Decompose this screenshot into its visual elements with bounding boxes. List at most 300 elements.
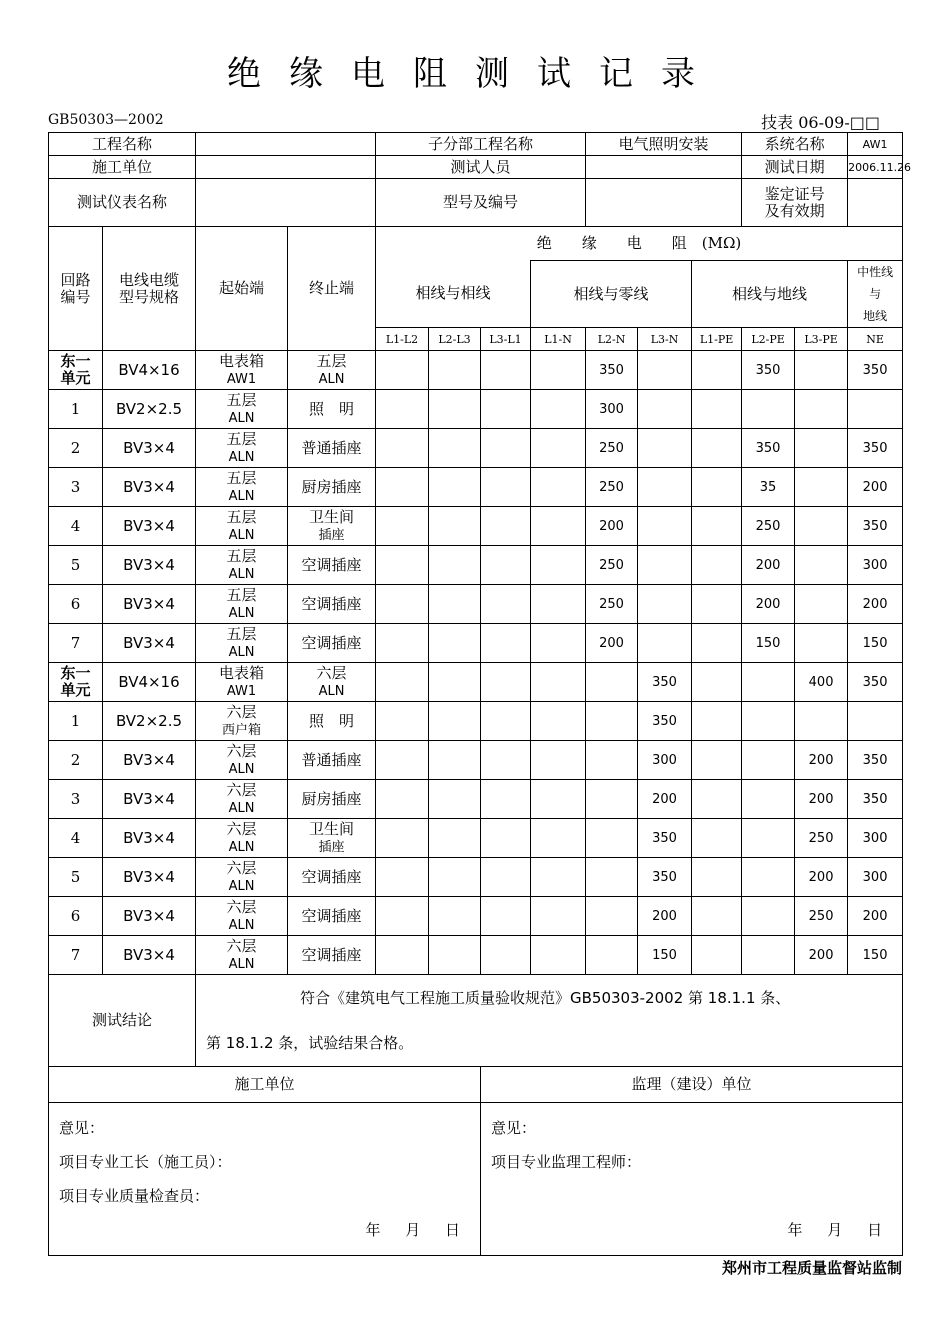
resistance-value-cell: 350 — [848, 507, 903, 546]
start-cell: 六层 ALN — [196, 858, 288, 897]
standard-code: GB50303—2002 — [48, 112, 164, 128]
resistance-value-cell: 250 — [742, 507, 795, 546]
resistance-value-cell — [692, 897, 742, 936]
circuit-no-cell: 7 — [49, 624, 103, 663]
opinion-left-label: 意见： — [59, 1119, 105, 1137]
start-cell: 电表箱 AW1 — [196, 663, 288, 702]
end-cell: 卫生间 插座 — [288, 507, 376, 546]
col-start: 起始端 — [196, 227, 288, 351]
resistance-value-cell — [848, 702, 903, 741]
cable-spec-cell: BV3×4 — [103, 624, 196, 663]
resistance-value-cell — [795, 351, 848, 390]
start-cell: 五层 ALN — [196, 546, 288, 585]
resistance-value-cell — [429, 663, 481, 702]
cable-spec-cell: BV3×4 — [103, 741, 196, 780]
resistance-value-cell — [586, 663, 638, 702]
resistance-value-cell — [376, 741, 429, 780]
resistance-value-cell — [742, 702, 795, 741]
resistance-value-cell — [586, 741, 638, 780]
cable-spec-cell: BV4×16 — [103, 351, 196, 390]
resistance-value-cell — [692, 468, 742, 507]
subcol-header: L3-N — [638, 328, 692, 351]
resistance-value-cell — [376, 663, 429, 702]
instrument-value — [196, 179, 376, 227]
resistance-value-cell — [376, 702, 429, 741]
supervisor-label: 项目专业监理工程师： — [491, 1153, 642, 1171]
end-cell: 空调插座 — [288, 546, 376, 585]
table-row — [49, 585, 903, 624]
resistance-value-cell: 250 — [586, 546, 638, 585]
inspector-label: 项目专业质量检查员： — [59, 1187, 210, 1205]
table-row — [49, 429, 903, 468]
resistance-value-cell — [481, 546, 531, 585]
resistance-value-cell — [376, 819, 429, 858]
resistance-value-cell — [376, 468, 429, 507]
resistance-value-cell — [692, 741, 742, 780]
resistance-value-cell — [692, 819, 742, 858]
start-cell: 六层 ALN — [196, 741, 288, 780]
cable-spec-cell: BV3×4 — [103, 546, 196, 585]
resistance-value-cell — [795, 702, 848, 741]
resistance-value-cell — [376, 585, 429, 624]
resistance-value-cell — [742, 663, 795, 702]
resistance-value-cell: 350 — [638, 819, 692, 858]
group-neutral-earth — [848, 261, 903, 328]
resistance-value-cell — [586, 819, 638, 858]
resistance-value-cell: 250 — [586, 468, 638, 507]
resistance-value-cell — [531, 741, 586, 780]
table-row — [49, 741, 903, 780]
resistance-value-cell — [692, 585, 742, 624]
end-cell: 普通插座 — [288, 741, 376, 780]
resistance-value-cell: 150 — [848, 936, 903, 975]
resistance-value-cell — [481, 468, 531, 507]
resistance-value-cell — [429, 546, 481, 585]
resistance-value-cell: 150 — [638, 936, 692, 975]
resistance-value-cell — [531, 390, 586, 429]
resistance-value-cell: 200 — [742, 546, 795, 585]
resistance-value-cell — [531, 663, 586, 702]
table-row — [49, 936, 903, 975]
end-cell: 照 明 — [288, 390, 376, 429]
table-row — [49, 546, 903, 585]
end-cell: 空调插座 — [288, 858, 376, 897]
resistance-value-cell — [795, 546, 848, 585]
resistance-value-cell — [429, 897, 481, 936]
resistance-value-cell: 350 — [638, 663, 692, 702]
sub-project-value: 电气照明安装 — [586, 133, 742, 156]
resistance-value-cell: 200 — [848, 468, 903, 507]
resistance-value-cell — [429, 741, 481, 780]
resistance-value-cell — [795, 507, 848, 546]
end-cell: 照 明 — [288, 702, 376, 741]
resistance-value-cell — [376, 429, 429, 468]
circuit-no-cell: 东一 单元 — [49, 663, 103, 702]
resistance-value-cell — [481, 624, 531, 663]
resistance-value-cell: 200 — [848, 585, 903, 624]
instrument-label: 测试仪表名称 — [49, 179, 196, 227]
table-row — [49, 819, 903, 858]
subcol-header: L2-L3 — [429, 328, 481, 351]
resistance-value-cell — [586, 897, 638, 936]
spacer — [491, 1179, 892, 1213]
group-phase-neutral: 相线与零线 — [531, 261, 692, 328]
resistance-value-cell: 350 — [848, 741, 903, 780]
cert-value — [848, 179, 903, 227]
start-cell: 六层 ALN — [196, 936, 288, 975]
resistance-value-cell — [638, 585, 692, 624]
col-end: 终止端 — [288, 227, 376, 351]
col-cable-spec-line1: 电线电缆 — [119, 270, 180, 289]
cert-label — [742, 179, 848, 227]
resistance-value-cell — [742, 780, 795, 819]
table-row — [49, 897, 903, 936]
resistance-value-cell — [742, 819, 795, 858]
resistance-value-cell — [531, 351, 586, 390]
resistance-value-cell — [692, 936, 742, 975]
date-right: 年 月 日 — [787, 1221, 893, 1239]
resistance-value-cell — [531, 546, 586, 585]
resistance-value-cell: 200 — [742, 585, 795, 624]
model-label: 型号及编号 — [376, 179, 586, 227]
subcol-header: NE — [848, 328, 903, 351]
circuit-no-cell: 6 — [49, 897, 103, 936]
col-circuit-no-line1: 回路 — [60, 270, 91, 289]
end-cell: 厨房插座 — [288, 468, 376, 507]
resistance-value-cell — [429, 468, 481, 507]
table-row — [49, 780, 903, 819]
group-ne-line1: 中性线 — [857, 265, 894, 279]
subcol-header: L3-PE — [795, 328, 848, 351]
resistance-value-cell: 200 — [638, 780, 692, 819]
resistance-value-cell — [481, 702, 531, 741]
col-cable-spec — [103, 227, 196, 351]
resistance-value-cell — [692, 429, 742, 468]
end-cell: 空调插座 — [288, 897, 376, 936]
tester-label: 测试人员 — [376, 156, 586, 179]
resistance-value-cell — [481, 507, 531, 546]
resistance-value-cell — [742, 741, 795, 780]
resistance-value-cell — [429, 585, 481, 624]
resistance-value-cell — [692, 507, 742, 546]
group-ne-line2: 与 — [869, 287, 882, 301]
subcol-header: L2-PE — [742, 328, 795, 351]
resistance-value-cell — [586, 780, 638, 819]
end-cell: 五层 ALN — [288, 351, 376, 390]
resistance-value-cell — [376, 351, 429, 390]
subcol-header: L3-L1 — [481, 328, 531, 351]
start-cell: 五层 ALN — [196, 507, 288, 546]
resistance-value-cell: 400 — [795, 663, 848, 702]
end-cell: 卫生间 插座 — [288, 819, 376, 858]
conclusion-label: 测试结论 — [49, 975, 196, 1067]
start-cell: 六层 ALN — [196, 897, 288, 936]
cable-spec-cell: BV3×4 — [103, 507, 196, 546]
page-title: 绝缘电阻测试记录 — [227, 54, 723, 94]
opinion-right-label: 意见： — [491, 1119, 537, 1137]
col-cable-spec-line2: 型号规格 — [119, 287, 180, 306]
resistance-value-cell — [429, 390, 481, 429]
system-name-value: AW1 — [848, 133, 903, 156]
resistance-value-cell — [795, 468, 848, 507]
resistance-value-cell — [429, 780, 481, 819]
resistance-value-cell: 250 — [795, 819, 848, 858]
resistance-value-cell: 350 — [848, 429, 903, 468]
resistance-value-cell: 350 — [638, 702, 692, 741]
resistance-value-cell — [481, 858, 531, 897]
group-phase-phase: 相线与相线 — [376, 261, 531, 328]
resistance-value-cell: 35 — [742, 468, 795, 507]
resistance-value-cell — [376, 624, 429, 663]
resistance-value-cell — [795, 585, 848, 624]
table-row — [49, 858, 903, 897]
cable-spec-cell: BV3×4 — [103, 819, 196, 858]
sub-project-label: 子分部工程名称 — [376, 133, 586, 156]
end-cell: 厨房插座 — [288, 780, 376, 819]
conclusion-line1: 符合《建筑电气工程施工质量验收规范》GB50303-2002 第 18.1.1 条、 — [300, 988, 791, 1007]
resistance-value-cell — [848, 390, 903, 429]
col-circuit-no-line2: 编号 — [60, 287, 91, 306]
construction-unit-value — [196, 156, 376, 179]
resistance-value-cell: 350 — [848, 780, 903, 819]
resistance-value-cell — [429, 624, 481, 663]
resistance-value-cell — [795, 624, 848, 663]
resistance-value-cell — [692, 546, 742, 585]
cable-spec-cell: BV2×2.5 — [103, 390, 196, 429]
resistance-value-cell — [531, 936, 586, 975]
resistance-value-cell — [429, 936, 481, 975]
resistance-value-cell — [531, 585, 586, 624]
resistance-value-cell — [692, 390, 742, 429]
issuer-footer: 郑州市工程质量监督站监制 — [721, 1259, 902, 1277]
circuit-no-cell: 5 — [49, 858, 103, 897]
resistance-value-cell — [429, 507, 481, 546]
resistance-value-cell — [481, 390, 531, 429]
circuit-no-cell: 4 — [49, 507, 103, 546]
cable-spec-cell: BV3×4 — [103, 858, 196, 897]
resistance-value-cell: 350 — [848, 663, 903, 702]
circuit-no-cell: 3 — [49, 780, 103, 819]
table-row — [49, 468, 903, 507]
resistance-value-cell — [692, 780, 742, 819]
resistance-value-cell — [742, 390, 795, 429]
resistance-value-cell — [481, 897, 531, 936]
cable-spec-cell: BV2×2.5 — [103, 702, 196, 741]
resistance-value-cell: 350 — [742, 351, 795, 390]
resistance-value-cell — [692, 858, 742, 897]
start-cell: 五层 ALN — [196, 585, 288, 624]
resistance-value-cell — [376, 858, 429, 897]
circuit-no-cell: 6 — [49, 585, 103, 624]
resistance-value-cell: 300 — [848, 819, 903, 858]
col-circuit-no — [49, 227, 103, 351]
start-cell: 五层 ALN — [196, 429, 288, 468]
subcol-header: L1-PE — [692, 328, 742, 351]
cable-spec-cell: BV3×4 — [103, 468, 196, 507]
resistance-value-cell — [638, 351, 692, 390]
resistance-value-cell: 200 — [638, 897, 692, 936]
supervision-unit-heading: 监理（建设）单位 — [481, 1067, 903, 1103]
table-row — [49, 351, 903, 390]
foreman-label: 项目专业工长（施工员）： — [59, 1153, 232, 1171]
cable-spec-cell: BV3×4 — [103, 897, 196, 936]
resistance-value-cell — [481, 780, 531, 819]
resistance-value-cell — [429, 819, 481, 858]
resistance-value-cell — [376, 780, 429, 819]
table-row — [49, 624, 903, 663]
resistance-value-cell: 150 — [848, 624, 903, 663]
start-cell: 五层 ALN — [196, 468, 288, 507]
tester-value — [586, 156, 742, 179]
model-value — [586, 179, 742, 227]
start-cell: 六层 ALN — [196, 819, 288, 858]
construction-unit-label: 施工单位 — [49, 156, 196, 179]
resistance-value-cell: 250 — [795, 897, 848, 936]
resistance-value-cell — [638, 507, 692, 546]
resistance-value-cell: 350 — [848, 351, 903, 390]
resistance-value-cell: 200 — [795, 936, 848, 975]
resistance-value-cell — [376, 507, 429, 546]
resistance-value-cell: 300 — [848, 858, 903, 897]
conclusion-line2: 第 18.1.2 条，试验结果合格。 — [206, 1033, 414, 1052]
resistance-value-cell — [742, 936, 795, 975]
resistance-value-cell — [742, 858, 795, 897]
resistance-value-cell — [429, 702, 481, 741]
resistance-value-cell — [638, 429, 692, 468]
resistance-value-cell — [638, 468, 692, 507]
resistance-value-cell — [795, 429, 848, 468]
table-row — [49, 702, 903, 741]
circuit-no-cell: 5 — [49, 546, 103, 585]
group-ne-line3: 地线 — [863, 309, 888, 323]
resistance-value-cell — [531, 858, 586, 897]
circuit-no-cell: 2 — [49, 429, 103, 468]
project-name-label: 工程名称 — [49, 133, 196, 156]
resistance-value-cell — [376, 936, 429, 975]
resistance-value-cell: 350 — [742, 429, 795, 468]
resistance-value-cell — [742, 897, 795, 936]
start-cell: 六层 ALN — [196, 780, 288, 819]
test-date-value: 2006.11.26 — [848, 156, 903, 179]
subcol-header: L2-N — [586, 328, 638, 351]
resistance-value-cell — [481, 585, 531, 624]
end-cell: 空调插座 — [288, 624, 376, 663]
circuit-no-cell: 2 — [49, 741, 103, 780]
cable-spec-cell: BV3×4 — [103, 936, 196, 975]
resistance-value-cell: 350 — [638, 858, 692, 897]
resistance-value-cell — [481, 351, 531, 390]
resistance-value-cell — [692, 624, 742, 663]
resistance-value-cell — [531, 819, 586, 858]
date-left: 年 月 日 — [365, 1221, 471, 1239]
resistance-value-cell — [376, 390, 429, 429]
circuit-no-cell: 1 — [49, 390, 103, 429]
resistance-value-cell: 300 — [586, 390, 638, 429]
resistance-value-cell — [586, 702, 638, 741]
resistance-value-cell — [481, 429, 531, 468]
resistance-value-cell — [531, 897, 586, 936]
resistance-value-cell — [531, 468, 586, 507]
start-cell: 电表箱 AW1 — [196, 351, 288, 390]
resistance-value-cell — [481, 936, 531, 975]
resistance-value-cell: 200 — [795, 780, 848, 819]
resistance-value-cell — [481, 819, 531, 858]
resistance-value-cell — [638, 624, 692, 663]
resistance-value-cell: 250 — [586, 585, 638, 624]
table-row — [49, 507, 903, 546]
group-phase-earth: 相线与地线 — [692, 261, 848, 328]
cert-label-line1: 鉴定证号 — [764, 184, 825, 203]
construction-unit-heading: 施工单位 — [49, 1067, 481, 1103]
table-row — [49, 390, 903, 429]
resistance-value-cell: 200 — [795, 741, 848, 780]
test-date-label: 测试日期 — [742, 156, 848, 179]
resistance-value-cell — [638, 546, 692, 585]
resistance-value-cell — [531, 624, 586, 663]
start-cell: 五层 ALN — [196, 624, 288, 663]
cable-spec-cell: BV3×4 — [103, 585, 196, 624]
supervision-signoff — [481, 1103, 903, 1256]
resistance-value-cell — [531, 780, 586, 819]
resistance-value-cell: 200 — [586, 507, 638, 546]
cable-spec-cell: BV4×16 — [103, 663, 196, 702]
cert-label-line2: 及有效期 — [764, 201, 825, 220]
resistance-value-cell: 300 — [848, 546, 903, 585]
resistance-value-cell — [586, 858, 638, 897]
form-code: 技表 06-09-□□ — [761, 113, 880, 132]
resistance-value-cell — [692, 702, 742, 741]
circuit-no-cell: 东一 单元 — [49, 351, 103, 390]
resistance-value-cell — [429, 351, 481, 390]
resistance-value-cell — [481, 741, 531, 780]
end-cell: 六层 ALN — [288, 663, 376, 702]
resistance-title: 绝 缘 电 阻 (MΩ) — [376, 227, 903, 261]
resistance-value-cell: 150 — [742, 624, 795, 663]
resistance-value-cell — [481, 663, 531, 702]
resistance-value-cell — [531, 507, 586, 546]
project-name-value — [196, 133, 376, 156]
resistance-value-cell — [795, 390, 848, 429]
resistance-value-cell — [429, 858, 481, 897]
resistance-value-cell — [586, 936, 638, 975]
resistance-value-cell: 200 — [586, 624, 638, 663]
resistance-value-cell: 200 — [848, 897, 903, 936]
record-table — [48, 132, 912, 1256]
construction-signoff — [49, 1103, 481, 1256]
cable-spec-cell: BV3×4 — [103, 780, 196, 819]
circuit-no-cell: 1 — [49, 702, 103, 741]
start-cell: 六层 西户箱 — [196, 702, 288, 741]
system-name-label: 系统名称 — [742, 133, 848, 156]
resistance-value-cell — [531, 429, 586, 468]
subcol-header: L1-L2 — [376, 328, 429, 351]
circuit-no-cell: 3 — [49, 468, 103, 507]
resistance-value-cell — [692, 663, 742, 702]
resistance-value-cell: 350 — [586, 351, 638, 390]
resistance-value-cell — [376, 897, 429, 936]
resistance-value-cell: 300 — [638, 741, 692, 780]
cable-spec-cell: BV3×4 — [103, 429, 196, 468]
resistance-value-cell — [376, 546, 429, 585]
circuit-no-cell: 4 — [49, 819, 103, 858]
start-cell: 五层 ALN — [196, 390, 288, 429]
conclusion-text — [196, 975, 903, 1067]
resistance-value-cell — [429, 429, 481, 468]
resistance-value-cell: 200 — [795, 858, 848, 897]
end-cell: 空调插座 — [288, 936, 376, 975]
resistance-value-cell — [692, 351, 742, 390]
end-cell: 普通插座 — [288, 429, 376, 468]
